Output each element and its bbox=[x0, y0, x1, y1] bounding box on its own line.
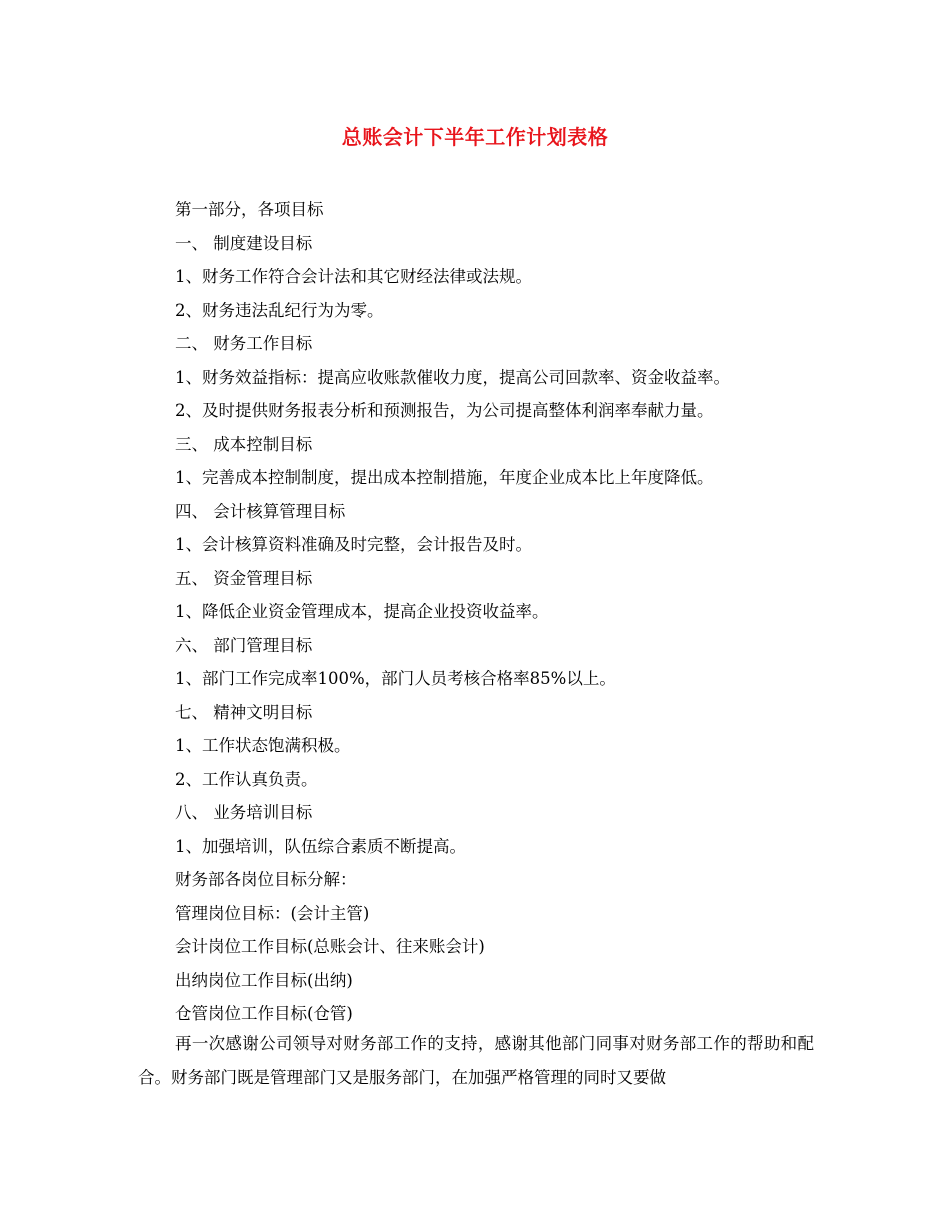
goal-heading: 六、 部门管理目标 bbox=[175, 635, 313, 655]
goal-item: 1、会计核算资料准确及时完整，会计报告及时。 bbox=[175, 535, 532, 554]
section-heading: 第一部分，各项目标 bbox=[175, 200, 324, 219]
content-lines bbox=[175, 193, 835, 1031]
goal-item: 2、财务违法乱纪行为为零。 bbox=[175, 300, 384, 320]
goal-item: 1、加强培训，队伍综合素质不断提高。 bbox=[175, 836, 466, 856]
goal-heading: 八、 业务培训目标 bbox=[175, 803, 313, 822]
goal-heading: 二、 财务工作目标 bbox=[175, 334, 313, 353]
text-line: 仓管岗位工作目标(仓管) bbox=[175, 1004, 353, 1023]
closing-paragraph: 再一次感谢公司领导对财务部工作的支持，感谢其他部门同事对财务部工作的帮助和配合。财务部门既是管理部门又是服务部门，在加强严格管理的同时又要做 bbox=[138, 1034, 814, 1087]
text-line: 管理岗位目标：(会计主管) bbox=[175, 903, 370, 923]
goal-item: 1、财务效益指标：提高应收账款催收力度，提高公司回款率、资金收益率。 bbox=[175, 367, 730, 387]
goal-heading: 五、 资金管理目标 bbox=[175, 568, 313, 588]
text-line: 财务部各岗位目标分解： bbox=[175, 870, 357, 889]
goal-item: 2、及时提供财务报表分析和预测报告，为公司提高整体利润率奉献力量。 bbox=[175, 401, 714, 420]
goal-item: 1、完善成本控制制度，提出成本控制措施，年度企业成本比上年度降低。 bbox=[175, 468, 714, 487]
text-line: 出纳岗位工作目标(出纳) bbox=[175, 970, 353, 990]
goal-item: 1、部门工作完成率100%，部门人员考核合格率85%以上。 bbox=[175, 669, 616, 688]
goal-item: 1、财务工作符合会计法和其它财经法律或法规。 bbox=[175, 267, 532, 286]
document-title: 总账会计下半年工作计划表格 bbox=[341, 125, 609, 149]
goal-item: 2、工作认真负责。 bbox=[175, 769, 318, 789]
goal-heading: 一、 制度建设目标 bbox=[175, 233, 313, 253]
goal-heading: 三、 成本控制目标 bbox=[175, 434, 313, 454]
text-line: 会计岗位工作目标(总账会计、往来账会计) bbox=[175, 937, 485, 956]
goal-heading: 四、 会计核算管理目标 bbox=[175, 501, 346, 521]
goal-heading: 七、 精神文明目标 bbox=[175, 702, 313, 722]
goal-item: 1、工作状态饱满积极。 bbox=[175, 736, 351, 755]
goal-item: 1、降低企业资金管理成本，提高企业投资收益率。 bbox=[175, 602, 549, 621]
